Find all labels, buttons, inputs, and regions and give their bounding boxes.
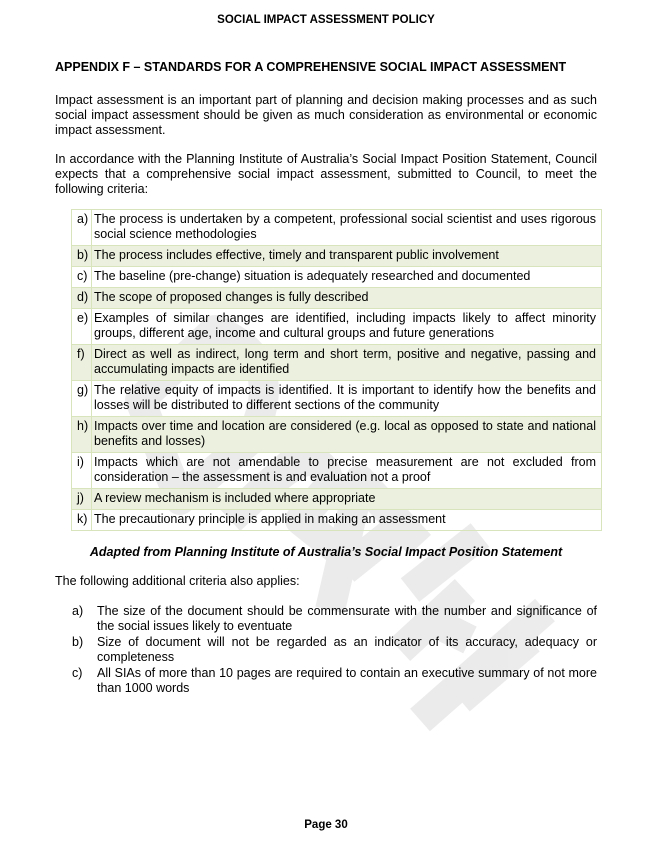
additional-criteria-list <box>72 604 597 697</box>
criterion-text: The relative equity of impacts is identified. It is important to identify how the benefits and losses will be distributed to different sections of the community <box>92 381 602 417</box>
table-row <box>72 267 602 288</box>
criterion-letter: d) <box>72 288 92 309</box>
intro-paragraph: Impact assessment is an important part of planning and decision making processes and as such social impact assessment should be given as much consideration as environmental or economic impact assessment. <box>55 93 597 137</box>
list-item-letter: a) <box>72 604 84 618</box>
criterion-letter: g) <box>72 381 92 417</box>
criterion-letter: k) <box>72 510 92 531</box>
criterion-letter: a) <box>72 210 92 246</box>
criterion-text: A review mechanism is included where appropriate <box>92 489 602 510</box>
list-item-text: The size of the document should be commensurate with the number and significance of the social issues likely to eventuate <box>97 604 597 633</box>
table-row <box>72 288 602 309</box>
list-item-text: Size of document will not be regarded as an indicator of its accuracy, adequacy or completeness <box>97 635 597 664</box>
criteria-table <box>71 209 602 531</box>
criterion-letter: b) <box>72 246 92 267</box>
criterion-text: Examples of similar changes are identified, including impacts likely to affect minority groups, different age, income and cultural groups and future generations <box>92 309 602 345</box>
criterion-text: The baseline (pre-change) situation is adequately researched and documented <box>92 267 602 288</box>
table-caption: Adapted from Planning Institute of Australia’s Social Impact Position Statement <box>89 545 563 559</box>
criteria-intro-paragraph: In accordance with the Planning Institute of Australia’s Social Impact Position Statement, Council expects that a comprehensive social impact assessment, submitted to Council, to meet the following criteria: <box>55 152 597 196</box>
criterion-text: Impacts over time and location are considered (e.g. local as opposed to state and national benefits and losses) <box>92 417 602 453</box>
page-header: SOCIAL IMPACT ASSESSMENT POLICY <box>217 14 435 26</box>
criterion-text: The process includes effective, timely and transparent public involvement <box>92 246 602 267</box>
table-row <box>72 246 602 267</box>
table-row <box>72 309 602 345</box>
criterion-letter: j) <box>72 489 92 510</box>
criterion-text: The precautionary principle is applied in making an assessment <box>92 510 602 531</box>
criterion-text: The process is undertaken by a competent, professional social scientist and uses rigorous social science methodologies <box>92 210 602 246</box>
criterion-letter: h) <box>72 417 92 453</box>
list-item <box>72 666 597 696</box>
criterion-letter: f) <box>72 345 92 381</box>
list-item <box>72 604 597 634</box>
criterion-letter: i) <box>72 453 92 489</box>
criterion-letter: c) <box>72 267 92 288</box>
page-number: Page 30 <box>304 819 348 831</box>
list-item-letter: c) <box>72 666 83 680</box>
table-row <box>72 489 602 510</box>
criterion-text: The scope of proposed changes is fully described <box>92 288 602 309</box>
additional-criteria-intro: The following additional criteria also applies: <box>55 574 300 588</box>
table-row <box>72 510 602 531</box>
table-row <box>72 417 602 453</box>
list-item-text: All SIAs of more than 10 pages are required to contain an executive summary of not more than 1000 words <box>97 666 597 695</box>
criterion-letter: e) <box>72 309 92 345</box>
list-item <box>72 635 597 665</box>
table-row <box>72 210 602 246</box>
criterion-text: Direct as well as indirect, long term and short term, positive and negative, passing and accumulating impacts are identified <box>92 345 602 381</box>
table-row <box>72 345 602 381</box>
list-item-letter: b) <box>72 635 84 649</box>
table-row <box>72 453 602 489</box>
appendix-title: APPENDIX F – STANDARDS FOR A COMPREHENSIVE SOCIAL IMPACT ASSESSMENT <box>55 60 567 74</box>
table-row <box>72 381 602 417</box>
criterion-text: Impacts which are not amendable to precise measurement are not excluded from consideration – the assessment is and evaluation not a proof <box>92 453 602 489</box>
